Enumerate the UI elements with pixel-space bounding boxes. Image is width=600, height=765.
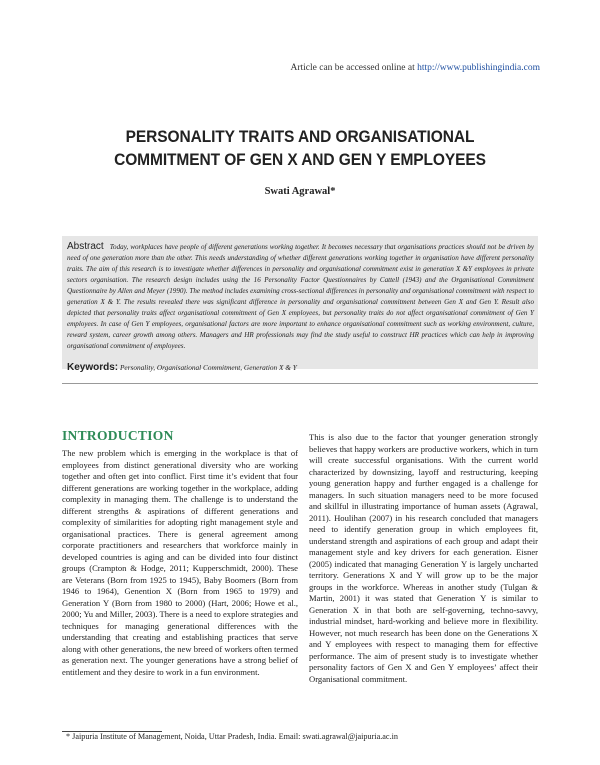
section-heading: INTRODUCTION — [62, 428, 174, 443]
abstract-text: Today, workplaces have people of different generations working together. It becomes necessary that organisations practices should not be driven by need of one generation more than the other. This needs understanding of whether different generations working together in organisation have different personality traits. The aim of this research is to investigate whether differences in personality and organisational commitment exist in generation X &Y employees in private sectors organisation. The research design includes using the 16 Personality Factor Questionnaires by Cattell (1943) and the Organisational Commitment Questionnaire by Allen and Meyer (1990). The method includes examining cross-sectional differences in personality and organisational commitment with respect to generation X & Y. The results revealed there was significant difference in personality and organisational commitment between Gen X and Gen Y. Result also depicted that personality traits affect organisational commitment of Gen X employees, but personality traits do not affect organisational commitment of Gen Y employees. In case of Gen Y employees, organisational factors are more important to enhance organisational commitment such as working environment, culture, reward system, career growth among others. Managers and HR professionals may find the study useful to construct HR practices which can help in improving organisational commitment of employees. — [67, 243, 534, 350]
access-text: Article can be accessed online at — [290, 63, 415, 73]
body-column-right: This is also due to the factor that younger generation strongly believes that happy workers are productive workers, which in turn will create successful organisations. With the current world characterized by downsizing, layoff and restructuring, keeping young generation happy and further engaged is a challenge for managers. In such situation managers need to be more focused and skillful in illustrating importance of human assets (Agrawal, 2011). Houlihan (2007) in his research concluded that managers need to identify generation group in which employees fit, understand strength and aspirations of each group and adapt their management style and key drivers for each generation. Eisner (2005) indicated that managing Generation Y is largely uncharted territory. Generations X and Y will grow up to be the major groups in the workforce. Whereas in another study (Tulgan & Martin, 2001) it was stated that Generation Y is similar to Generation X in that both are self-governing, techno-savvy, industrial mindset, hard-working and believe more in flexibility. However, not much research has been done on the Generations X and Y employees with respect to managing them for effective performance. The aim of present study is to investigate whether personality factors of Gen X and Gen Y employees’ affect their Organisational commitment. — [309, 432, 538, 684]
keywords — [67, 362, 297, 373]
abstract — [67, 241, 534, 352]
author-name: Swati Agrawal* — [264, 186, 336, 197]
abstract-label: Abstract — [67, 241, 104, 252]
title-line-1: PERSONALITY TRAITS AND ORGANISATIONAL — [125, 128, 475, 146]
footnote: * Jaipuria Institute of Management, Noida, Uttar Pradesh, India. Email: swati.agrawal@jaipuria.ac.in — [66, 732, 398, 741]
divider — [62, 383, 538, 384]
keywords-label: Keywords: — [67, 362, 119, 373]
publisher-link[interactable]: http://www.publishingindia.com — [417, 63, 540, 73]
keywords-text: Personality, Organisational Commitment, Generation X & Y — [119, 363, 297, 372]
access-note — [291, 63, 541, 73]
paper-title — [74, 126, 525, 172]
title-line-2: COMMITMENT OF GEN X AND GEN Y EMPLOYEES — [114, 151, 486, 169]
body-column-left: The new problem which is emerging in the workplace is that of employees from distinct generational diversity who are working together and often get into conflict. First time it’s evident that four different generations are working together in the workplace, adding complexity in managing them. The challenge is to understand the different strengths & aspirations of different generations and complexity of similarities for adopting right management style and organisational practices. There is general agreement among corporate practitioners and researchers that workforce mainly in developed countries is aging and can be divided into four distinct groups (Crampton & Hodge, 2011; Kupperschmidt, 2000). These are Veterans (Born from 1925 to 1945), Baby Boomers (Born from 1946 to 1964), Genention X (Born from 1965 to 1979) and Generation Y (Born from 1980 to 2000) (Hart, 2006; Howe et al., 2000; Yu and Miller, 2003). There is a need to explore strategies and techniques for managing generational differences with the understanding that creating and establishing practices that serve along with other generations, the new breed of workers often termed as generation next. The younger generations have a strong belief of entitlement and they desire to work in a fun environment. — [62, 448, 298, 677]
